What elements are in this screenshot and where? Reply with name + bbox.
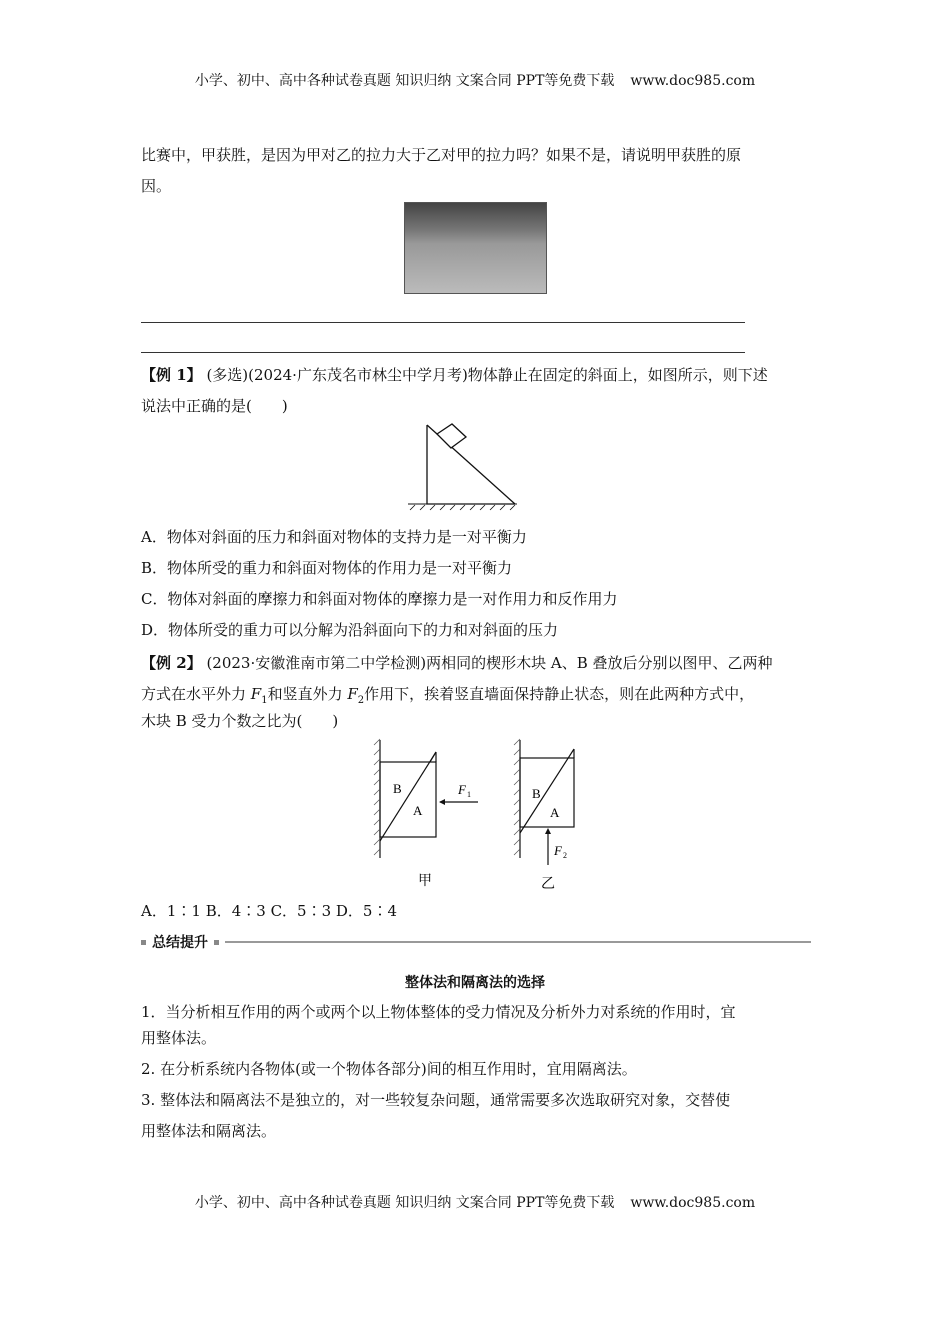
page-header bbox=[0, 70, 950, 90]
text: 作用下，挨着竖直墙面保持静止状态，则在此两种方式中， bbox=[364, 685, 755, 703]
label-f1-sub: 1 bbox=[467, 790, 471, 799]
option-d: D．物体所受的重力可以分解为沿斜面向下的力和对斜面的压力 bbox=[141, 621, 559, 639]
divider bbox=[225, 941, 811, 943]
f1-symbol: F bbox=[250, 685, 262, 703]
summary-header bbox=[141, 933, 811, 951]
summary-item: 用整体法和隔离法。 bbox=[141, 1122, 277, 1140]
example2-answers: A．1∶1 B．4∶3 C．5∶3 D．5∶4 bbox=[141, 902, 398, 920]
example2-line: 木块 B 受力个数之比为( ) bbox=[141, 712, 339, 730]
label-f2-sub: 2 bbox=[563, 851, 567, 860]
example2-line bbox=[141, 683, 754, 706]
tug-of-war-photo bbox=[404, 202, 547, 294]
summary-item: 1．当分析相互作用的两个或两个以上物体整体的受力情况及分析外力对系统的作用时，宜 bbox=[141, 1003, 736, 1021]
header-url[interactable]: www.doc985.com bbox=[630, 73, 756, 89]
caption-jia: 甲 bbox=[418, 874, 432, 889]
f1-sub: 1 bbox=[261, 695, 268, 706]
caption-yi: 乙 bbox=[541, 877, 555, 892]
bullet bbox=[141, 940, 146, 945]
wedge-figures bbox=[360, 735, 600, 895]
summary-label: 总结提升 bbox=[152, 935, 208, 951]
summary-item: 用整体法。 bbox=[141, 1029, 217, 1047]
f2-sub: 2 bbox=[357, 695, 365, 706]
option-b: B．物体所受的重力和斜面对物体的作用力是一对平衡力 bbox=[141, 559, 513, 577]
header-text: 小学、初中、高中各种试卷真题 知识归纳 文案合同 PPT等免费下载 bbox=[194, 73, 615, 89]
example2-tag: 【例 2】 bbox=[141, 654, 202, 672]
label-b: B bbox=[532, 786, 541, 801]
summary-item: 3. 整体法和隔离法不是独立的，对一些较复杂问题，通常需要多次选取研究对象，交替使 bbox=[141, 1091, 731, 1109]
label-f2: F bbox=[554, 843, 562, 858]
footer-url[interactable]: www.doc985.com bbox=[630, 1195, 756, 1211]
bullet bbox=[214, 940, 219, 945]
incline-figure bbox=[405, 420, 520, 512]
example1-text: (多选)(2024·广东茂名市林尘中学月考)物体静止在固定的斜面上，如图所示，则下述 bbox=[206, 366, 768, 384]
intro-line: 比赛中，甲获胜，是因为甲对乙的拉力大于乙对甲的拉力吗？如果不是，请说明甲获胜的原 bbox=[141, 146, 742, 164]
summary-item: 2. 在分析系统内各物体(或一个物体各部分)间的相互作用时，宜用隔离法。 bbox=[141, 1060, 637, 1078]
label-b: B bbox=[393, 781, 402, 796]
example2-text: (2023·安徽淮南市第二中学检测)两相同的楔形木块 A、B 叠放后分别以图甲、乙两种 bbox=[206, 654, 773, 672]
example2-line bbox=[141, 652, 773, 673]
label-f1: F bbox=[458, 782, 466, 797]
label-a: A bbox=[413, 803, 423, 818]
example1-line bbox=[141, 364, 768, 385]
answer-line bbox=[141, 322, 745, 323]
f2-symbol: F bbox=[347, 685, 358, 703]
example1-line: 说法中正确的是( ) bbox=[141, 397, 288, 415]
text: 和竖直外力 bbox=[267, 685, 348, 703]
footer-text: 小学、初中、高中各种试卷真题 知识归纳 文案合同 PPT等免费下载 bbox=[194, 1195, 615, 1211]
answer-line bbox=[141, 352, 745, 353]
option-c: C．物体对斜面的摩擦力和斜面对物体的摩擦力是一对作用力和反作用力 bbox=[141, 590, 618, 608]
page-footer bbox=[0, 1192, 950, 1212]
example1-tag: 【例 1】 bbox=[141, 366, 202, 384]
intro-line: 因。 bbox=[141, 177, 172, 195]
option-a: A．物体对斜面的压力和斜面对物体的支持力是一对平衡力 bbox=[141, 528, 527, 546]
text: 方式在水平外力 bbox=[141, 685, 251, 703]
summary-title: 整体法和隔离法的选择 bbox=[405, 975, 545, 991]
label-a: A bbox=[550, 805, 560, 820]
